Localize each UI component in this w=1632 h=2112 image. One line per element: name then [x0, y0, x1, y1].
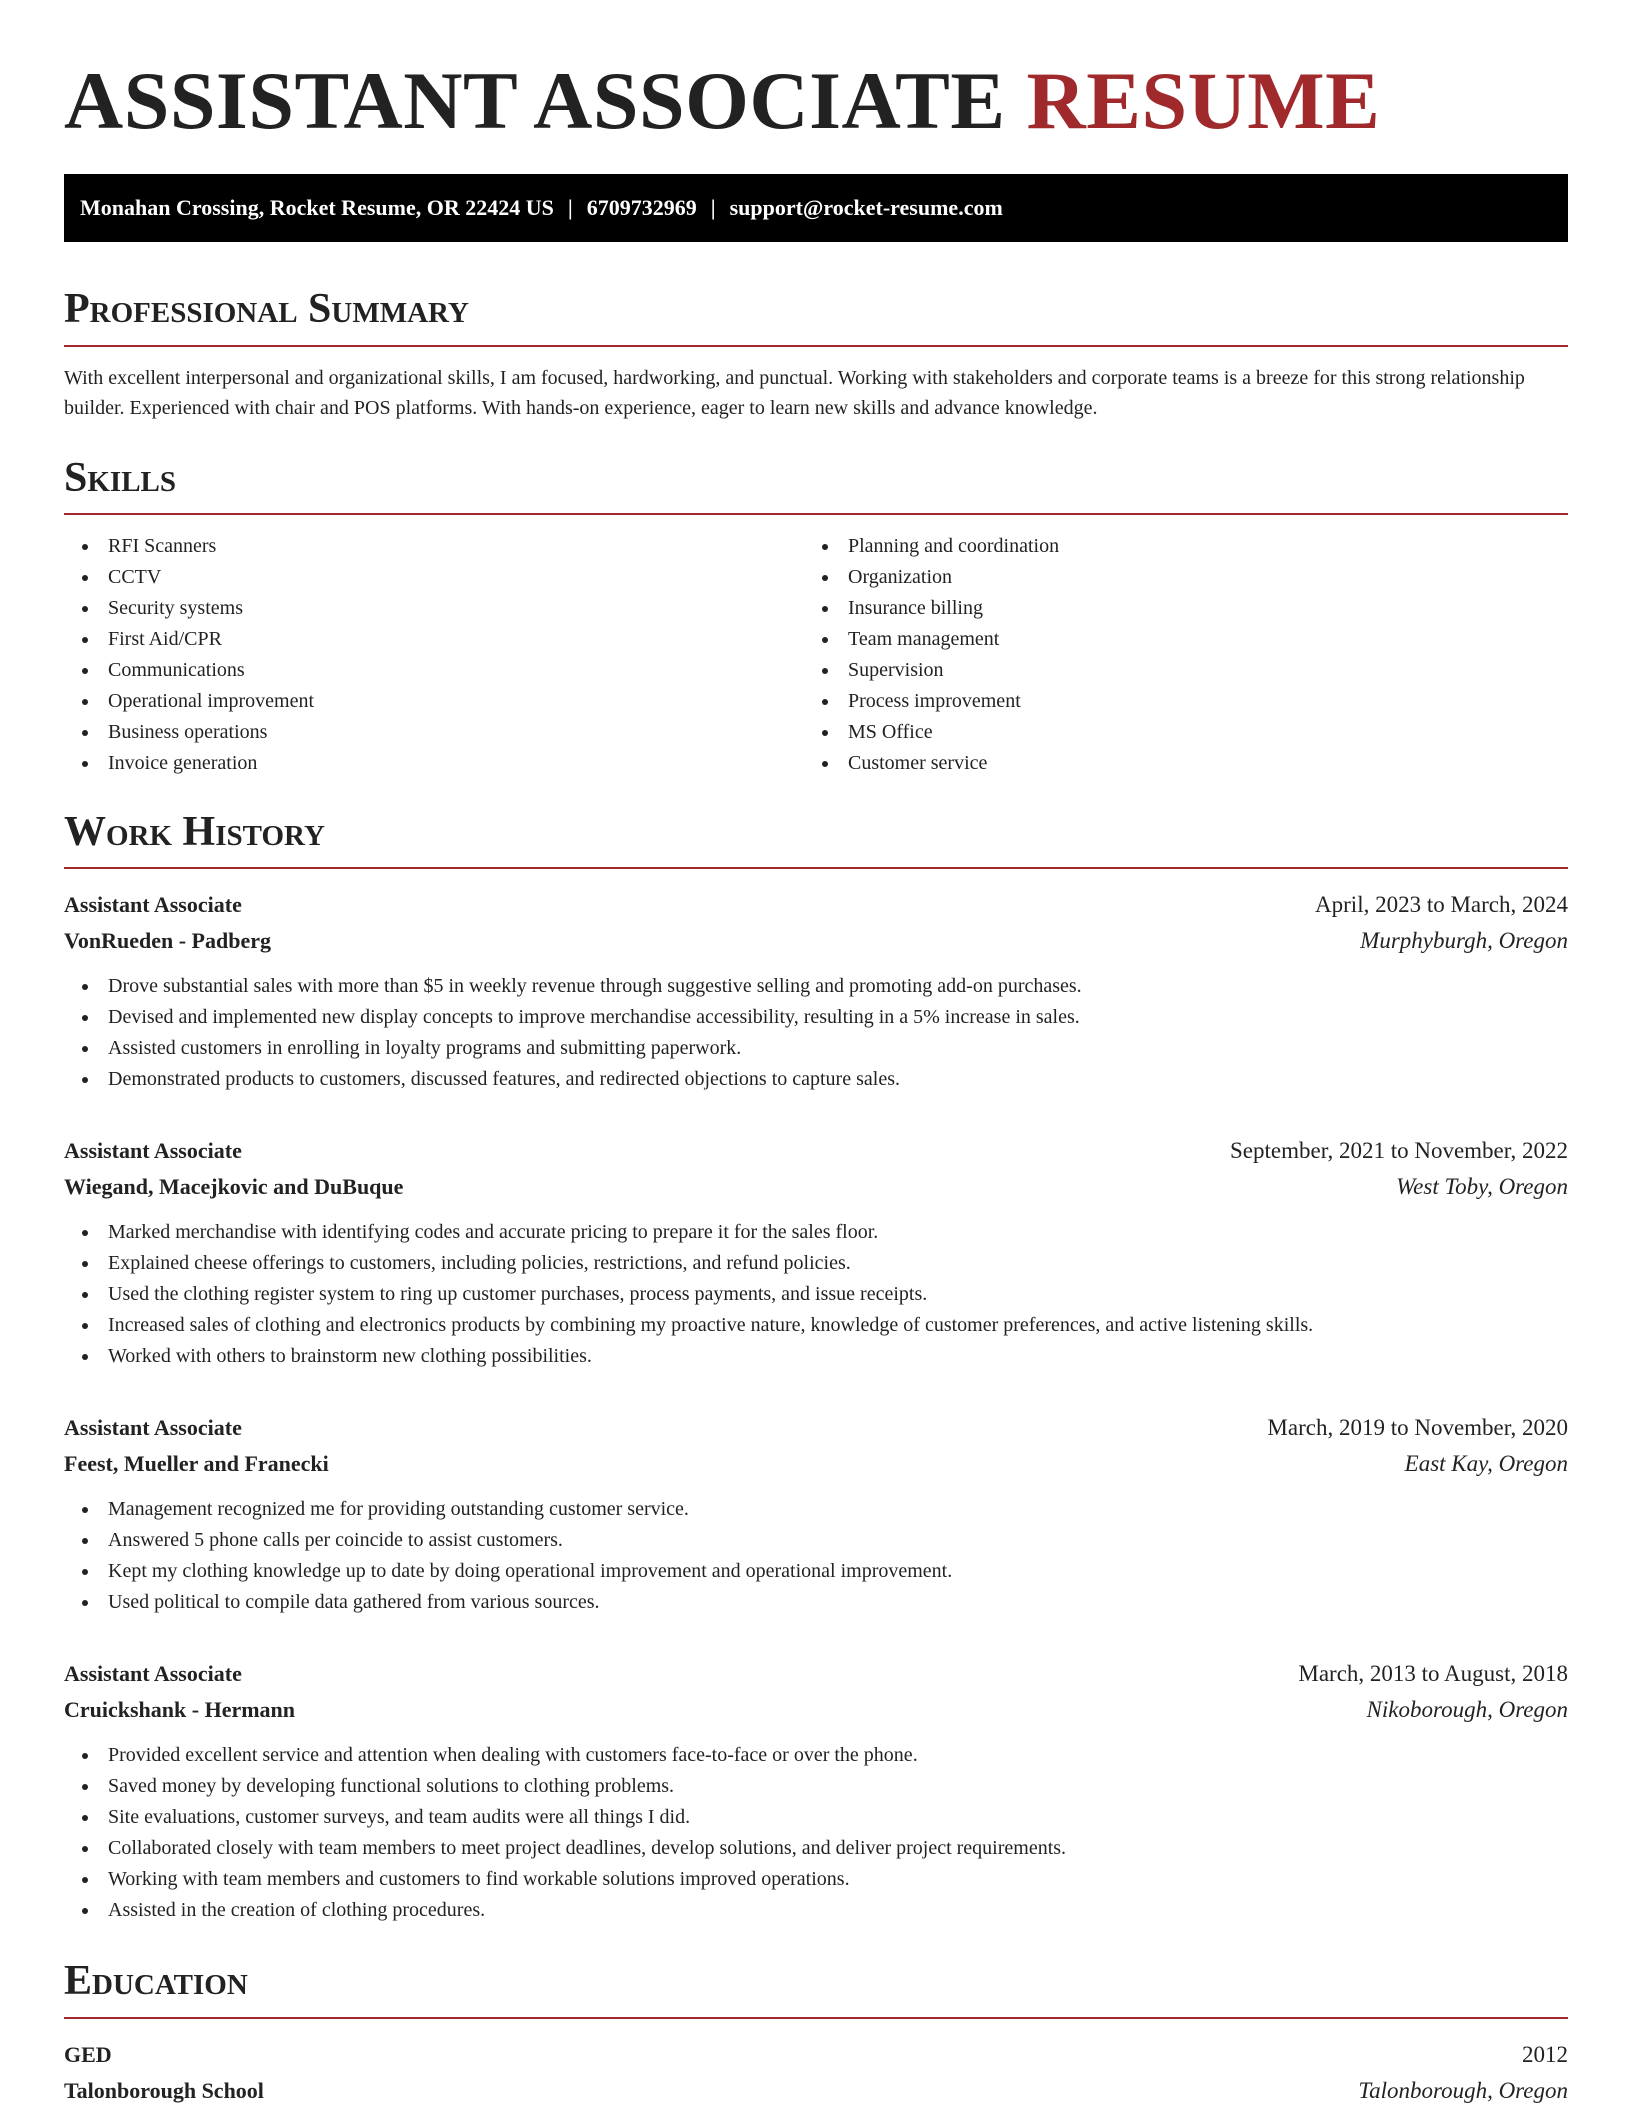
job-dates: September, 2021 to November, 2022 [1230, 1138, 1568, 1164]
contact-separator: | [710, 195, 716, 221]
job-bullet: Used political to compile data gathered from various sources. [64, 1587, 1568, 1618]
job-bullets [64, 1217, 1568, 1372]
job-entry [64, 887, 1568, 1095]
job-dates: March, 2013 to August, 2018 [1298, 1661, 1568, 1687]
job-bullet: Working with team members and customers to find workable solutions improved operations. [64, 1864, 1568, 1895]
contact-email: support@rocket-resume.com [729, 195, 1003, 221]
job-bullet: Increased sales of clothing and electronics products by combining my proactive nature, knowledge of customer preferences, and active listening skills. [64, 1310, 1568, 1341]
job-bullet: Collaborated closely with team members to meet project deadlines, develop solutions, and deliver project requirements. [64, 1833, 1568, 1864]
skill-item: First Aid/CPR [64, 624, 804, 655]
job-location: Nikoborough, Oregon [1366, 1697, 1568, 1723]
education-degree: GED [64, 2041, 112, 2067]
job-bullets [64, 1494, 1568, 1618]
job-title: Assistant Associate [64, 1661, 242, 1687]
job-bullet: Marked merchandise with identifying codes and accurate pricing to prepare it for the sales floor. [64, 1217, 1568, 1248]
job-dates: March, 2019 to November, 2020 [1267, 1415, 1568, 1441]
job-entry [64, 1410, 1568, 1618]
job-bullet: Site evaluations, customer surveys, and team audits were all things I did. [64, 1802, 1568, 1833]
job-bullet: Demonstrated products to customers, discussed features, and redirected objections to capture sales. [64, 1064, 1568, 1095]
skills-left-column [64, 531, 804, 779]
skills-heading: Skills [64, 453, 1568, 515]
job-bullet: Saved money by developing functional solutions to clothing problems. [64, 1771, 1568, 1802]
contact-phone: 6709732969 [586, 195, 697, 221]
job-entry [64, 1133, 1568, 1372]
resume-title [64, 56, 1568, 146]
job-bullet: Devised and implemented new display concepts to improve merchandise accessibility, resulting in a 5% increase in sales. [64, 1002, 1568, 1033]
skill-item: Invoice generation [64, 748, 804, 779]
job-bullet: Assisted in the creation of clothing procedures. [64, 1895, 1568, 1926]
skill-item: Organization [804, 562, 1544, 593]
job-bullet: Drove substantial sales with more than $5 in weekly revenue through suggestive selling and promoting add-on purchases. [64, 971, 1568, 1002]
job-company: Wiegand, Macejkovic and DuBuque [64, 1174, 404, 1200]
skill-item: Operational improvement [64, 686, 804, 717]
job-bullet: Kept my clothing knowledge up to date by doing operational improvement and operational improvement. [64, 1556, 1568, 1587]
skill-item: Team management [804, 624, 1544, 655]
job-bullet: Management recognized me for providing outstanding customer service. [64, 1494, 1568, 1525]
education-school: Talonborough School [64, 2077, 264, 2103]
skill-item: Planning and coordination [804, 531, 1544, 562]
skill-item: MS Office [804, 717, 1544, 748]
job-location: West Toby, Oregon [1396, 1174, 1568, 1200]
skill-item: CCTV [64, 562, 804, 593]
job-bullets [64, 971, 1568, 1095]
summary-heading: Professional Summary [64, 284, 1568, 346]
contact-bar [64, 174, 1568, 242]
job-bullet: Answered 5 phone calls per coincide to assist customers. [64, 1525, 1568, 1556]
title-main: ASSISTANT ASSOCIATE [64, 55, 1006, 146]
skills-grid [64, 531, 1568, 779]
job-title: Assistant Associate [64, 892, 242, 918]
job-company: VonRueden - Padberg [64, 928, 271, 954]
job-location: Murphyburgh, Oregon [1360, 928, 1568, 954]
skill-item: Supervision [804, 655, 1544, 686]
work-history-heading: Work History [64, 807, 1568, 869]
job-bullet: Assisted customers in enrolling in loyalty programs and submitting paperwork. [64, 1033, 1568, 1064]
job-dates: April, 2023 to March, 2024 [1315, 892, 1568, 918]
job-bullet: Provided excellent service and attention when dealing with customers face-to-face or over the phone. [64, 1740, 1568, 1771]
skill-item: Business operations [64, 717, 804, 748]
skill-item: Communications [64, 655, 804, 686]
job-title: Assistant Associate [64, 1138, 242, 1164]
summary-text: With excellent interpersonal and organizational skills, I am focused, hardworking, and punctual. Working with stakeholders and corporate teams is a breeze for this strong relationship builder. Experienced with chair and POS platforms. With hands-on experience, eager to learn new skills and advance knowledge. [64, 366, 1525, 419]
education-year: 2012 [1522, 2041, 1568, 2067]
resume-page [64, 0, 1568, 2109]
job-location: East Kay, Oregon [1404, 1451, 1568, 1477]
skill-item: Process improvement [804, 686, 1544, 717]
job-bullet: Used the clothing register system to ring up customer purchases, process payments, and issue receipts. [64, 1279, 1568, 1310]
job-bullet: Explained cheese offerings to customers, including policies, restrictions, and refund policies. [64, 1248, 1568, 1279]
skill-item: Security systems [64, 593, 804, 624]
education-heading: Education [64, 1956, 1568, 2018]
job-title: Assistant Associate [64, 1415, 242, 1441]
contact-separator: | [567, 195, 573, 221]
job-company: Feest, Mueller and Franecki [64, 1451, 329, 1477]
skills-right-column [804, 531, 1544, 779]
education-entry [64, 2037, 1568, 2109]
job-company: Cruickshank - Hermann [64, 1697, 296, 1723]
title-accent: RESUME [1026, 55, 1381, 146]
job-entry [64, 1656, 1568, 1926]
contact-address: Monahan Crossing, Rocket Resume, OR 22424 US [80, 195, 554, 221]
skill-item: Insurance billing [804, 593, 1544, 624]
job-bullets [64, 1740, 1568, 1926]
skill-item: RFI Scanners [64, 531, 804, 562]
job-bullet: Worked with others to brainstorm new clothing possibilities. [64, 1341, 1568, 1372]
education-location: Talonborough, Oregon [1358, 2077, 1568, 2103]
skill-item: Customer service [804, 748, 1544, 779]
